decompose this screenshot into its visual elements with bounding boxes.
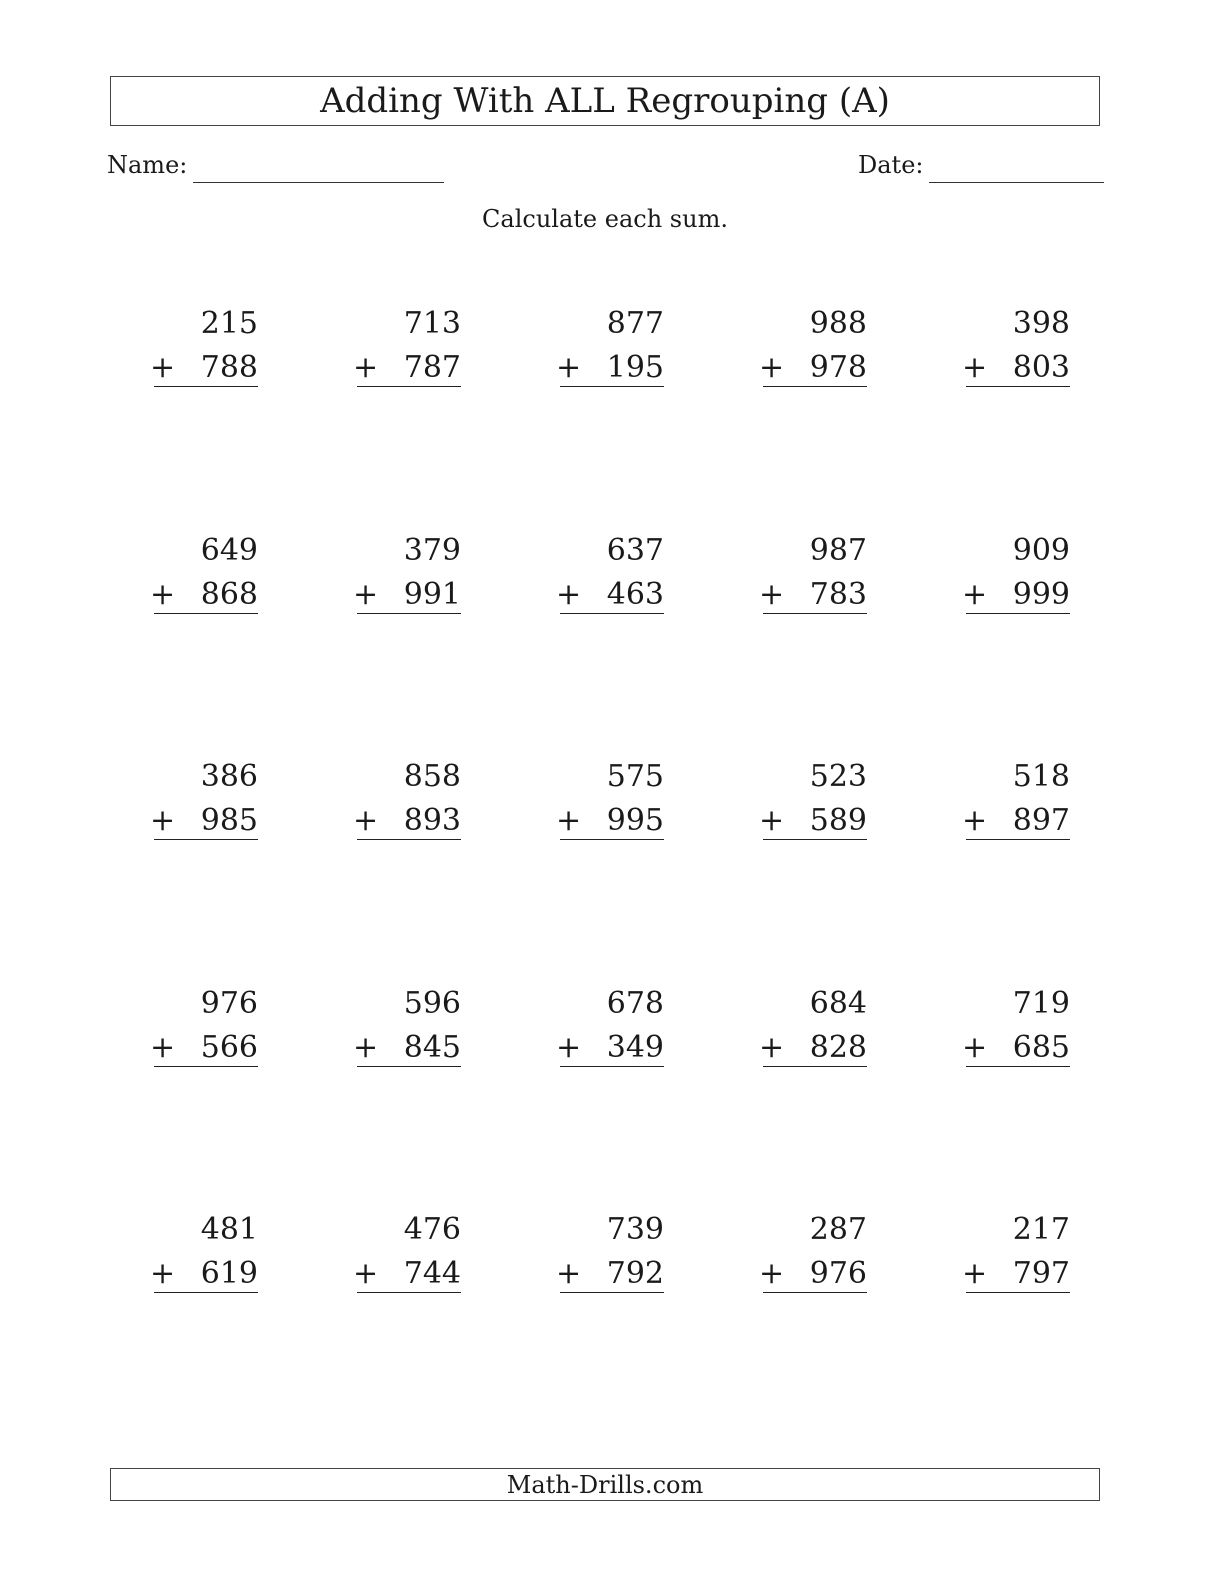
footer-text: Math-Drills.com <box>506 1470 704 1499</box>
answer-line <box>357 1066 461 1067</box>
addend-top: 386 <box>200 759 258 794</box>
plus-sign: + <box>962 576 988 612</box>
problem-4-5 <box>962 985 1070 1085</box>
plus-sign: + <box>962 803 988 838</box>
answer-line <box>357 386 461 387</box>
addend-bottom: 797 <box>1012 1256 1070 1291</box>
addend-top: 217 <box>1012 1212 1070 1247</box>
answer-line <box>560 1292 664 1293</box>
plus-sign: + <box>962 1256 988 1291</box>
addend-top: 988 <box>809 306 867 341</box>
addend-bottom: 566 <box>200 1029 258 1065</box>
problem-1-5 <box>962 305 1070 405</box>
problem-1-3 <box>556 305 664 405</box>
plus-sign: + <box>150 576 176 612</box>
addend-bottom: 787 <box>403 350 461 385</box>
plus-sign: + <box>962 1029 988 1065</box>
answer-line <box>560 613 664 614</box>
plus-sign: + <box>759 1256 785 1291</box>
problem-5-4 <box>759 1211 867 1311</box>
addend-top: 523 <box>809 759 867 794</box>
plus-sign: + <box>556 350 582 385</box>
addend-top: 596 <box>403 985 461 1021</box>
addend-top: 575 <box>606 759 664 794</box>
problem-4-3 <box>556 985 664 1085</box>
addend-top: 909 <box>1012 532 1070 568</box>
answer-line <box>154 613 258 614</box>
answer-line <box>763 1292 867 1293</box>
answer-line <box>966 1292 1070 1293</box>
addend-bottom: 868 <box>200 576 258 612</box>
addend-bottom: 828 <box>809 1029 867 1065</box>
addend-top: 637 <box>606 532 664 568</box>
answer-line <box>560 1066 664 1067</box>
problem-2-1 <box>150 532 258 632</box>
plus-sign: + <box>556 576 582 612</box>
plus-sign: + <box>759 576 785 612</box>
problem-5-1 <box>150 1211 258 1311</box>
addend-top: 481 <box>200 1212 258 1247</box>
addend-bottom: 976 <box>809 1256 867 1291</box>
addend-top: 713 <box>403 306 461 341</box>
problem-2-4 <box>759 532 867 632</box>
addend-top: 678 <box>606 985 664 1021</box>
answer-line <box>357 839 461 840</box>
answer-line <box>763 1066 867 1067</box>
answer-line <box>966 613 1070 614</box>
plus-sign: + <box>556 1029 582 1065</box>
problem-1-2 <box>353 305 461 405</box>
problem-3-1 <box>150 758 258 858</box>
addend-bottom: 792 <box>606 1256 664 1291</box>
problem-5-2 <box>353 1211 461 1311</box>
addend-top: 398 <box>1012 306 1070 341</box>
plus-sign: + <box>353 350 379 385</box>
plus-sign: + <box>150 1256 176 1291</box>
plus-sign: + <box>150 803 176 838</box>
addend-bottom: 999 <box>1012 576 1070 612</box>
title-box <box>110 76 1100 126</box>
plus-sign: + <box>150 350 176 385</box>
problem-3-2 <box>353 758 461 858</box>
problem-4-2 <box>353 985 461 1085</box>
addend-bottom: 893 <box>403 803 461 838</box>
problem-2-3 <box>556 532 664 632</box>
answer-line <box>357 1292 461 1293</box>
answer-line <box>763 386 867 387</box>
problem-4-1 <box>150 985 258 1085</box>
date-label: Date: <box>858 151 924 179</box>
addend-bottom: 991 <box>403 576 461 612</box>
addend-bottom: 589 <box>809 803 867 838</box>
plus-sign: + <box>353 1029 379 1065</box>
plus-sign: + <box>759 803 785 838</box>
problem-5-5 <box>962 1211 1070 1311</box>
addend-top: 215 <box>200 306 258 341</box>
page-title: Adding With ALL Regrouping (A) <box>320 81 890 121</box>
answer-line <box>966 839 1070 840</box>
addend-top: 649 <box>200 532 258 568</box>
addend-top: 684 <box>809 985 867 1021</box>
problem-1-4 <box>759 305 867 405</box>
addend-top: 877 <box>606 306 664 341</box>
addend-top: 287 <box>809 1212 867 1247</box>
answer-line <box>966 386 1070 387</box>
answer-line <box>966 1066 1070 1067</box>
addend-bottom: 985 <box>200 803 258 838</box>
addend-top: 476 <box>403 1212 461 1247</box>
addend-bottom: 788 <box>200 350 258 385</box>
plus-sign: + <box>759 1029 785 1065</box>
problem-5-3 <box>556 1211 664 1311</box>
addend-bottom: 619 <box>200 1256 258 1291</box>
addend-bottom: 803 <box>1012 350 1070 385</box>
addend-bottom: 195 <box>606 350 664 385</box>
answer-line <box>763 613 867 614</box>
plus-sign: + <box>353 803 379 838</box>
answer-line <box>154 386 258 387</box>
plus-sign: + <box>759 350 785 385</box>
answer-line <box>154 1292 258 1293</box>
addend-bottom: 995 <box>606 803 664 838</box>
answer-line <box>763 839 867 840</box>
addend-top: 719 <box>1012 985 1070 1021</box>
instructions: Calculate each sum. <box>482 205 728 233</box>
problem-3-5 <box>962 758 1070 858</box>
problem-2-5 <box>962 532 1070 632</box>
footer-box <box>110 1468 1100 1501</box>
addend-top: 976 <box>200 985 258 1021</box>
addend-top: 858 <box>403 759 461 794</box>
plus-sign: + <box>150 1029 176 1065</box>
problem-3-3 <box>556 758 664 858</box>
answer-line <box>154 839 258 840</box>
problem-2-2 <box>353 532 461 632</box>
problem-4-4 <box>759 985 867 1085</box>
problem-3-4 <box>759 758 867 858</box>
plus-sign: + <box>353 1256 379 1291</box>
date-field[interactable] <box>929 182 1104 183</box>
addend-top: 987 <box>809 532 867 568</box>
plus-sign: + <box>556 1256 582 1291</box>
addend-bottom: 349 <box>606 1029 664 1065</box>
addend-top: 379 <box>403 532 461 568</box>
addend-top: 518 <box>1012 759 1070 794</box>
addend-bottom: 783 <box>809 576 867 612</box>
answer-line <box>154 1066 258 1067</box>
addend-bottom: 744 <box>403 1256 461 1291</box>
answer-line <box>560 386 664 387</box>
plus-sign: + <box>353 576 379 612</box>
addend-bottom: 978 <box>809 350 867 385</box>
problem-1-1 <box>150 305 258 405</box>
addend-bottom: 897 <box>1012 803 1070 838</box>
name-label: Name: <box>107 151 188 179</box>
plus-sign: + <box>556 803 582 838</box>
addend-bottom: 685 <box>1012 1029 1070 1065</box>
answer-line <box>357 613 461 614</box>
addend-bottom: 463 <box>606 576 664 612</box>
answer-line <box>560 839 664 840</box>
name-field[interactable] <box>193 182 444 183</box>
addend-bottom: 845 <box>403 1029 461 1065</box>
addend-top: 739 <box>606 1212 664 1247</box>
plus-sign: + <box>962 350 988 385</box>
